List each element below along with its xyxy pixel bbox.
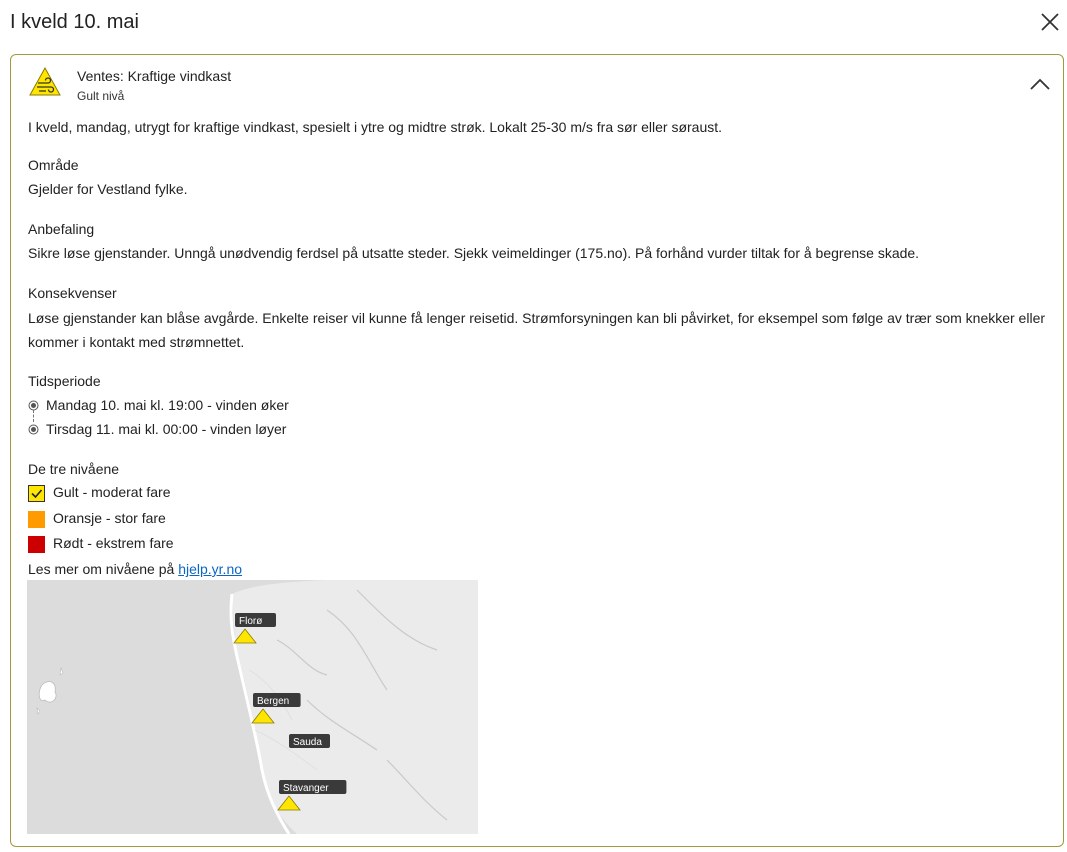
period-start: Mandag 10. mai kl. 19:00 - vinden øker (46, 397, 289, 413)
warning-description: I kveld, mandag, utrygt for kraftige vindkast, spesielt i ytre og midtre strøk. Lokalt 25-30 m/s fra sør eller søraust. (28, 119, 723, 135)
area-heading: Område (28, 157, 79, 173)
more-info-text: Les mer om nivåene på (28, 561, 179, 577)
period-heading: Tidsperiode (28, 373, 101, 389)
dialog-title: I kveld 10. mai (10, 11, 139, 33)
level-swatch (28, 511, 45, 528)
period-end: Tirsdag 11. mai kl. 00:00 - vinden løyer (46, 421, 287, 437)
more-info (28, 561, 242, 577)
chevron-up-icon[interactable] (1029, 77, 1051, 91)
period-end-dot-icon (28, 424, 39, 435)
levels-heading: De tre nivåene (28, 461, 120, 477)
map-label: Florø (239, 616, 263, 627)
advice-heading: Anbefaling (28, 221, 95, 237)
help-link[interactable]: hjelp.yr.no (178, 561, 243, 577)
period-connector (33, 410, 34, 422)
close-icon[interactable] (1038, 10, 1062, 34)
advice-text: Sikre løse gjenstander. Unngå unødvendig ferdsel på utsatte steder. Sjekk veimeldinger (175.no). På forhånd vurder tiltak for å begrense skade. (28, 245, 920, 261)
warning-level: Gult nivå (77, 89, 125, 103)
check-icon (29, 486, 44, 501)
level-swatch (28, 536, 45, 553)
warning-title: Ventes: Kraftige vindkast (77, 68, 232, 84)
level-swatch (28, 485, 45, 502)
area-text: Gjelder for Vestland fylke. (28, 181, 188, 197)
level-label: Oransje - stor fare (53, 510, 166, 526)
map-label: Bergen (257, 696, 290, 707)
wind-warning-icon (29, 67, 61, 97)
warning-card (10, 54, 1064, 847)
consequence-heading: Konsekvenser (28, 285, 117, 301)
consequence-text: Løse gjenstander kan blåse avgårde. Enkelte reiser vil kunne få lenger reisetid. Strømforsyningen kan bli påvirket, for eksempel som følge av trær som knekker eller kommer i kontakt med strømnettet. (28, 310, 1046, 350)
map-canvas[interactable] (27, 580, 478, 834)
warning-map[interactable] (27, 580, 478, 834)
level-label: Gult - moderat fare (53, 484, 171, 500)
map-marker[interactable] (289, 734, 330, 748)
map-label: Stavanger (283, 783, 329, 794)
map-label: Sauda (293, 737, 322, 748)
level-label: Rødt - ekstrem fare (53, 535, 174, 551)
